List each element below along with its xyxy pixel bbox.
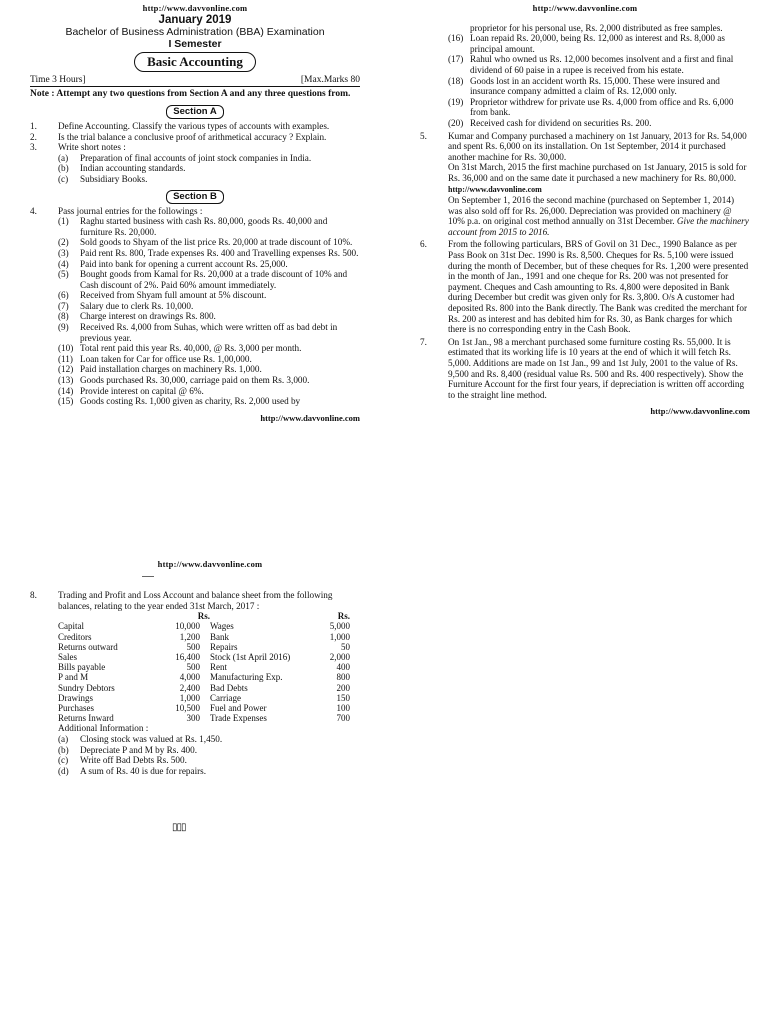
balance-row (58, 672, 350, 682)
balance-row (58, 683, 350, 693)
balance-row (58, 642, 350, 652)
amount-right: 50 (341, 641, 350, 652)
item-text: Received cash for dividend on securities Rs. 200. (470, 117, 652, 128)
q4-item (30, 364, 360, 375)
item-text: Closing stock was valued at Rs. 1,450. (80, 734, 223, 745)
end-of-paper-mark: ▯▯▯ (172, 822, 186, 833)
part-text: Preparation of final accounts of joint stock companies in India. (80, 152, 312, 163)
item-number: (7) (58, 300, 69, 311)
amount-left: 1,000 (179, 692, 200, 703)
part-label: (c) (58, 173, 69, 184)
account-name-left: Drawings (58, 692, 93, 703)
question-2 (30, 132, 360, 143)
q3-part (30, 174, 360, 185)
account-name-left: Capital (58, 621, 84, 632)
balance-row (58, 662, 350, 672)
question-text: Write short notes : (58, 142, 126, 153)
q4-item (30, 216, 360, 237)
account-name-left: Sundry Debtors (58, 682, 115, 693)
site-url-bottom-right[interactable]: http://www.davvonline.com (650, 406, 750, 417)
q4-item (30, 259, 360, 270)
additional-info-list (30, 734, 350, 776)
item-number: (d) (58, 765, 69, 776)
site-url-inline[interactable]: http://www.davvonline.com (448, 184, 542, 194)
q4-item (30, 237, 360, 248)
question-1 (30, 121, 360, 132)
question-number: 5. (420, 130, 427, 141)
question-number: 7. (420, 336, 427, 347)
section-a-heading-wrap (30, 105, 360, 119)
account-name-right: Wages (210, 621, 234, 632)
part-label: (a) (58, 152, 69, 163)
account-name-right: Stock (1st April 2016) (210, 652, 291, 662)
amount-right: 400 (336, 662, 350, 673)
question-text: From the following particulars, BRS of Govil on 31 Dec., 1990 Balance as per Pass Book on 31st Dec. 1990 is Rs. 8,500. Cheques for Rs. 5,100 were issued during the month of December, but of these cheques for Rs. 1,200 were presented in the month of Jan., 1991 and one cheque for Rs. 200 was not presented for payment. Cheques and Cash amounting to Rs. 4,800 were deposited in Bank during December but credit was given only for Rs. 3,800. O/s A customer had deposited Rs. 800 into the Bank directly. The Bank was credited the merchant for Rs. 200 as interest and has debited him for Rs. 30, as Bank charges for which there is no corresponding entry in the Cash Book. (448, 239, 749, 335)
balances-body (58, 621, 350, 723)
time-marks-row (30, 75, 360, 88)
item-text: Write off Bad Debts Rs. 500. (80, 755, 187, 766)
item-number: (3) (58, 247, 69, 258)
item-number: (14) (58, 385, 74, 396)
q4-item (420, 118, 750, 129)
balance-row (58, 632, 350, 642)
amount-right: 1,000 (329, 631, 350, 642)
q3-part (30, 163, 360, 174)
section-b-heading-wrap (30, 190, 360, 204)
right-column (420, 3, 750, 417)
item-number: (16) (448, 33, 464, 44)
left-column (30, 3, 360, 423)
q4-item (30, 311, 360, 322)
amount-left: 300 (186, 713, 200, 724)
account-name-left: Returns Inward (58, 713, 114, 724)
amount-right: 5,000 (329, 621, 350, 632)
item-text: Goods costing Rs. 1,000 given as charity, Rs. 2,000 used by (80, 396, 301, 407)
account-name-left: Purchases (58, 703, 94, 714)
question-6 (420, 239, 750, 334)
amount-right: 700 (336, 713, 350, 724)
item-text: Salary due to clerk Rs. 10,000. (80, 300, 194, 311)
additional-info-item (30, 755, 350, 766)
additional-info-item (30, 734, 350, 745)
site-url-page2[interactable]: http://www.davvonline.com (157, 559, 263, 569)
q5-para-1: Kumar and Company purchased a machinery on 1st January, 2013 for Rs. 54,000 and spent Rs. 6,000 on its installation. On 1st September, 2014 it purchased another machine for Rs. 30,000. (448, 130, 747, 162)
currency-header-right: Rs. (337, 611, 350, 622)
item-text: Paid into bank for opening a current account Rs. 25,000. (80, 258, 288, 269)
part-label: (b) (58, 163, 69, 174)
amount-left: 1,200 (179, 631, 200, 642)
item-text: A sum of Rs. 40 is due for repairs. (80, 765, 207, 776)
question-3 (30, 142, 360, 153)
item-text: Charge interest on drawings Rs. 800. (80, 311, 216, 322)
item-text: Bought goods from Kamal for Rs. 20,000 at a trade discount of 10% and Cash discount of 2%. Paid 60% amount immediately. (80, 269, 348, 290)
question-text: On 1st Jan., 98 a merchant purchased some furniture costing Rs. 55,000. It is estimated that its working life is 10 years at the end of which it will fetch Rs. 5,000. Additions are made on 1st Jan., 99 and 1st July, 2001 to the value of Rs. 9,500 and Rs. 8,400 (residual value Rs. 500 and Rs. 400 respectively). Show the Furniture Account for the first four years, if depreciation is written off according to the straight line method. (448, 336, 745, 400)
item-number: (1) (58, 216, 69, 227)
balance-row (58, 652, 350, 662)
q4-item (30, 396, 360, 407)
q4-item (420, 76, 750, 97)
question-text (448, 131, 750, 238)
question-number: 1. (30, 120, 37, 131)
subject-title: Basic Accounting (134, 52, 256, 72)
item-number: (2) (58, 237, 69, 248)
amount-left: 2,400 (179, 682, 200, 693)
time-allowed: Time 3 Hours] (30, 74, 86, 85)
section-a-heading: Section A (166, 105, 223, 119)
item-number: (13) (58, 375, 74, 386)
exam-name: Bachelor of Business Administration (BBA) Examination (65, 25, 325, 38)
item-number: (a) (58, 734, 69, 745)
item-number: (9) (58, 322, 69, 333)
amount-right: 100 (336, 703, 350, 714)
subject-title-wrap (30, 52, 360, 72)
item-number: (10) (58, 343, 74, 354)
account-name-right: Repairs (210, 641, 238, 652)
item-number: (19) (448, 96, 464, 107)
account-name-right: Bank (210, 631, 229, 642)
question-4 (30, 206, 360, 217)
q5-instruction: Give the machinery account from 2015 to 2016. (448, 216, 749, 237)
balances-header-row (58, 611, 350, 621)
amount-left: 10,000 (175, 621, 200, 632)
question-text: Trading and Profit and Loss Account and balance sheet from the following balances, relating to the year ended 31st March, 2017 : (58, 590, 333, 611)
question-number: 3. (30, 142, 37, 153)
amount-left: 16,400 (175, 652, 200, 662)
q5-para-3: On September 1, 2016 the second machine (purchased on September 1, 2014) was also sold off for Rs. 26,000. Depreciation was provided on machinery @ 10% p.a. on original cost method annually on 31st December. Give the machinery account from 2015 to 2016. (448, 195, 749, 237)
q4-item (30, 269, 360, 290)
exam-date: January 2019 (158, 13, 232, 26)
q4-item (30, 386, 360, 397)
instructions-note (30, 89, 360, 100)
q4-item (420, 97, 750, 118)
q4-item (30, 354, 360, 365)
question-8 (30, 590, 350, 776)
balance-row (58, 703, 350, 713)
item-text: Depreciate P and M by Rs. 400. (80, 744, 198, 755)
q4-item (30, 322, 360, 343)
account-name-left: Returns outward (58, 641, 118, 652)
balance-row (58, 621, 350, 631)
part-text: Subsidiary Books. (80, 173, 148, 184)
question-number: 8. (30, 590, 37, 600)
item-number: (5) (58, 269, 69, 280)
divider-dash (142, 576, 154, 577)
additional-info-label: Additional Information : (58, 723, 149, 734)
item-number: (4) (58, 258, 69, 269)
question-number: 4. (30, 205, 37, 216)
account-name-left: P and M (58, 672, 89, 683)
additional-info-item (30, 745, 350, 756)
amount-left: 10,500 (175, 703, 200, 714)
account-name-left: Bills payable (58, 662, 106, 673)
balance-row (58, 713, 350, 723)
q4-item (30, 301, 360, 312)
account-name-right: Fuel and Power (210, 703, 267, 714)
item-text: Received from Shyam full amount at 5% discount. (80, 290, 267, 301)
q4-item (30, 248, 360, 259)
amount-right: 800 (336, 672, 350, 683)
item-text: Proprietor withdrew for private use Rs. 4,000 from office and Rs. 6,000 from bank. (470, 96, 734, 118)
q5-para-2: On 31st March, 2015 the first machine purchased on 1st January, 2015 is sold for Rs. 36,000 and on the same date it purchased a new machinery for Rs. 80,000. http://www.davvonline.com (448, 162, 747, 194)
site-url-top-left[interactable]: http://www.davvonline.com (142, 3, 248, 13)
item-text: Loan taken for Car for office use Rs. 1,00,000. (80, 353, 252, 364)
q8-intro-row (30, 590, 350, 611)
item-number: (18) (448, 75, 464, 86)
item-number: (8) (58, 311, 69, 322)
item-text: Paid rent Rs. 800, Trade expenses Rs. 400 and Travelling expenses Rs. 500. (80, 247, 359, 258)
note-text: Attempt any two questions from Section A and any three questions from. (56, 89, 351, 100)
item-text: Rahul who owned us Rs. 12,000 becomes insolvent and a first and final dividend of 60 paise in a rupee is received from his estate. (470, 54, 734, 75)
site-url-bottom-left[interactable]: http://www.davvonline.com (260, 412, 360, 423)
item-text: Raghu started business with cash Rs. 80,000, goods Rs. 40,000 and furniture Rs. 20,000. (80, 216, 328, 237)
account-name-right: Manufacturing Exp. (210, 672, 283, 683)
item-number: (6) (58, 290, 69, 301)
q4-item (30, 375, 360, 386)
item-text: Provide interest on capital @ 6%. (80, 385, 204, 396)
question-number: 6. (420, 239, 427, 250)
account-name-right: Trade Expenses (210, 713, 267, 724)
item-number: (20) (448, 117, 464, 128)
balance-row (58, 693, 350, 703)
question-number: 2. (30, 131, 37, 142)
site-url-top-right[interactable]: http://www.davvonline.com (532, 3, 638, 13)
q3-part (30, 153, 360, 164)
item-text: Loan repaid Rs. 20,000, being Rs. 12,000 as interest and Rs. 8,000 as principal amount. (470, 33, 725, 54)
account-name-left: Sales (58, 652, 77, 662)
item-text: Paid installation charges on machinery Rs. 1,000. (80, 364, 262, 375)
q4-item (420, 33, 750, 54)
item-number: (15) (58, 396, 74, 407)
max-marks: [Max.Marks 80 (300, 74, 360, 85)
item-number: (17) (448, 54, 464, 65)
section-b-heading: Section B (166, 190, 224, 204)
amount-left: 500 (186, 641, 200, 652)
question-text: Pass journal entries for the followings : (58, 205, 203, 216)
q4-item-15-continued (420, 23, 750, 34)
item-number: (c) (58, 755, 69, 766)
q4-item (30, 290, 360, 301)
question-5 (420, 131, 750, 238)
question-text: Is the trial balance a conclusive proof of arithmetical accuracy ? Explain. (58, 131, 327, 142)
q4-item (420, 54, 750, 75)
semester: I Semester (168, 37, 222, 50)
balances-table (58, 611, 350, 723)
currency-header-left: Rs. (197, 611, 210, 622)
q4-item (30, 343, 360, 354)
part-text: Indian accounting standards. (80, 163, 186, 174)
item-number: (b) (58, 744, 69, 755)
item-text: Goods purchased Rs. 30,000, carriage paid on them Rs. 3,000. (80, 375, 310, 386)
item-text: Sold goods to Shyam of the list price Rs. 20,000 at trade discount of 10%. (80, 237, 353, 248)
amount-left: 500 (186, 662, 200, 673)
account-name-right: Rent (210, 662, 227, 673)
amount-right: 2,000 (329, 652, 350, 662)
item-text: Received Rs. 4,000 from Suhas, which were written off as bad debt in previous year. (80, 322, 338, 343)
account-name-left: Creditors (58, 631, 92, 642)
question-7 (420, 337, 750, 401)
note-label: Note : (30, 89, 55, 100)
account-name-right: Carriage (210, 692, 241, 703)
amount-left: 4,000 (179, 672, 200, 683)
q4-items-left (30, 216, 360, 407)
item-number: (11) (58, 353, 73, 364)
item-text-continued: proprietor for his personal use, Rs. 2,000 distributed as free samples. (470, 22, 723, 33)
item-number: (12) (58, 364, 74, 375)
item-text: Goods lost in an accident worth Rs. 15,000. These were insured and insurance company admitted a claim of Rs. 12,000 only. (470, 75, 720, 97)
account-name-right: Bad Debts (210, 682, 248, 693)
question-text: Define Accounting. Classify the various types of accounts with examples. (58, 120, 330, 131)
q4-items-right (420, 33, 750, 128)
additional-info-item (30, 766, 350, 777)
item-text: Total rent paid this year Rs. 40,000, @ Rs. 3,000 per month. (80, 343, 302, 354)
amount-right: 150 (336, 692, 350, 703)
amount-right: 200 (336, 682, 350, 693)
